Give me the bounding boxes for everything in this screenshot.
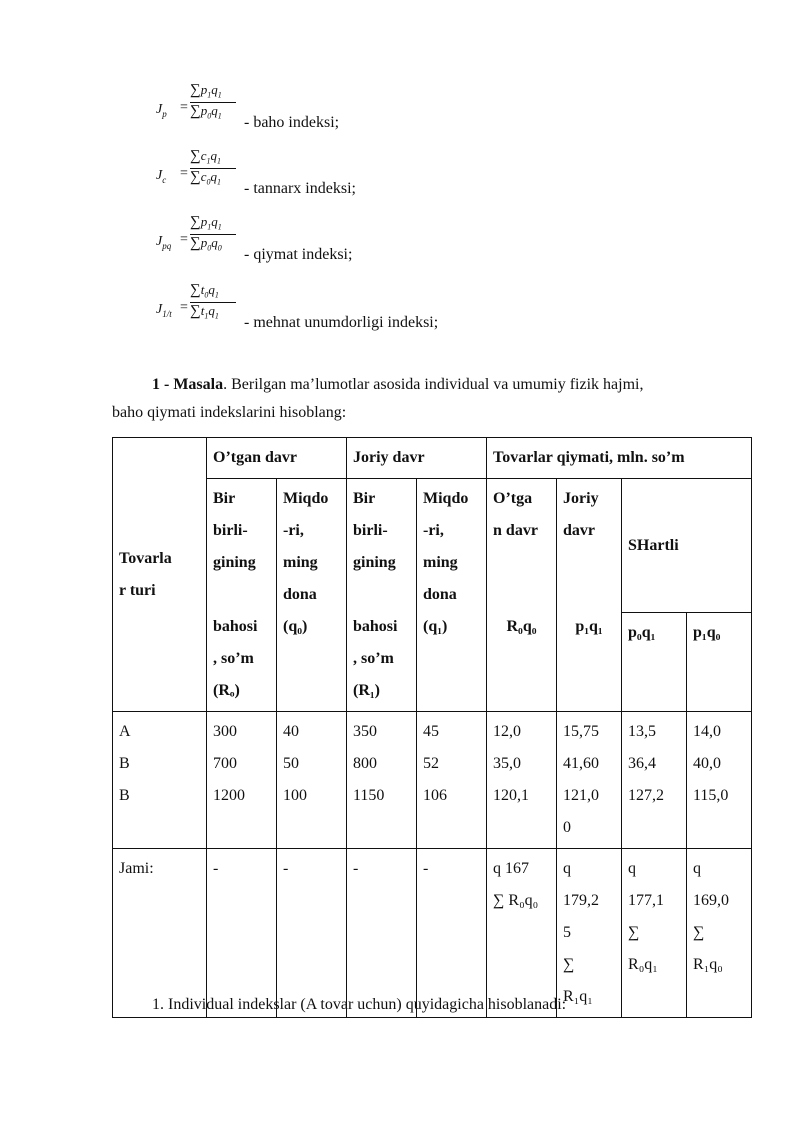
individual-indices-heading: 1. Individual indekslar (A tovar uchun) quyidagicha hisoblanadi: <box>152 996 567 1013</box>
denominator: $\sum t_1q_1$ <box>190 303 219 321</box>
header-conditional: SHartli <box>622 479 752 613</box>
header-unit-price-curr: Bir birli- gining bahosi , so’m (R₁) <box>347 479 417 712</box>
cell-p0q1-values: 13,5 36,4 127,2 <box>622 712 687 849</box>
index-symbol: $J_p$ <box>156 102 167 119</box>
formula-productivity-index <box>150 282 570 342</box>
cell-r0q0-values: 12,0 35,0 120,1 <box>487 712 557 849</box>
denominator: $\sum p_0q_1$ <box>190 103 222 121</box>
cell-prices-curr: 350 800 1150 <box>347 712 417 849</box>
formula-cost-index <box>150 148 570 208</box>
problem-label: 1 - Masala <box>152 376 224 393</box>
formula-description: - qiymat indeksi; <box>244 246 353 263</box>
cell-total-p1q0: q 169,0 ∑ R₁q₀ <box>687 849 752 1018</box>
equals-sign: = <box>180 100 188 115</box>
numerator: $\sum p_1q_1$ <box>190 214 222 232</box>
header-quantity-curr: Miqdo -ri, ming dona (q₁) <box>417 479 487 712</box>
formula-value-index <box>150 214 570 274</box>
cell-p1q1-values: 15,75 41,60 121,0 0 <box>557 712 622 849</box>
cell-product-types: A B B <box>113 712 207 849</box>
cell-quantities-prev: 40 50 100 <box>277 712 347 849</box>
header-p1q0: p₁q₀ <box>687 613 752 712</box>
problem-statement <box>152 371 752 399</box>
index-symbol: $J_{pq}$ <box>156 234 172 251</box>
cell-total-label: Jami: <box>113 849 207 1018</box>
cell-total-dash: - <box>277 849 347 1018</box>
cell-total-dash: - <box>417 849 487 1018</box>
cell-total-p0q1: q 177,1 ∑ R₀q₁ <box>622 849 687 1018</box>
data-table <box>112 437 752 1018</box>
header-current-value <box>557 479 622 712</box>
problem-statement-line2: baho qiymati indekslarini hisoblang: <box>112 404 347 421</box>
header-goods-value: Tovarlar qiymati, mln. so’m <box>487 438 752 479</box>
header-previous-period: O’tgan davr <box>207 438 347 479</box>
cell-quantities-curr: 45 52 106 <box>417 712 487 849</box>
header-product-type: Tovarla r turi <box>113 438 207 712</box>
header-previous-value <box>487 479 557 712</box>
numerator: $\sum t_0q_1$ <box>190 282 219 300</box>
formula-price-index <box>150 82 570 142</box>
equals-sign: = <box>180 232 188 247</box>
header-quantity-prev: Miqdo -ri, ming dona (q₀) <box>277 479 347 712</box>
cell-prices-prev: 300 700 1200 <box>207 712 277 849</box>
header-p0q1: p₀q₁ <box>622 613 687 712</box>
index-symbol: $J_c$ <box>156 168 167 185</box>
header-p1q1: p₁q₁ <box>575 618 603 635</box>
cell-total-r0q0: q 167 ∑ R₀q₀ <box>487 849 557 1018</box>
formula-description: - tannarx indeksi; <box>244 180 356 197</box>
header-previous-value-label: O’tga n davr <box>493 490 538 539</box>
formula-description: - baho indeksi; <box>244 114 340 131</box>
index-symbol: $J_{1/t}$ <box>156 302 172 319</box>
numerator: $\sum c_1q_1$ <box>190 148 221 166</box>
formula-description: - mehnat unumdorligi indeksi; <box>244 314 439 331</box>
equals-sign: = <box>180 166 188 181</box>
header-current-value-label: Joriy davr <box>563 490 599 539</box>
header-current-period: Joriy davr <box>347 438 487 479</box>
header-unit-price-prev: Bir birli- gining bahosi , so’m (Rₒ) <box>207 479 277 712</box>
numerator: $\sum p_1q_1$ <box>190 82 222 100</box>
header-r0q0: R₀q₀ <box>506 618 537 635</box>
cell-total-dash: - <box>347 849 417 1018</box>
denominator: $\sum p_0q_0$ <box>190 235 222 253</box>
problem-text-line1: . Berilgan ma’lumotlar asosida individual va umumiy fizik hajmi, <box>223 376 644 393</box>
cell-total-p1q1: q 179,2 5 ∑ R₁q₁ <box>557 849 622 1018</box>
cell-total-dash: - <box>207 849 277 1018</box>
cell-p1q0-values: 14,0 40,0 115,0 <box>687 712 752 849</box>
denominator: $\sum c_0q_1$ <box>190 169 221 187</box>
equals-sign: = <box>180 300 188 315</box>
